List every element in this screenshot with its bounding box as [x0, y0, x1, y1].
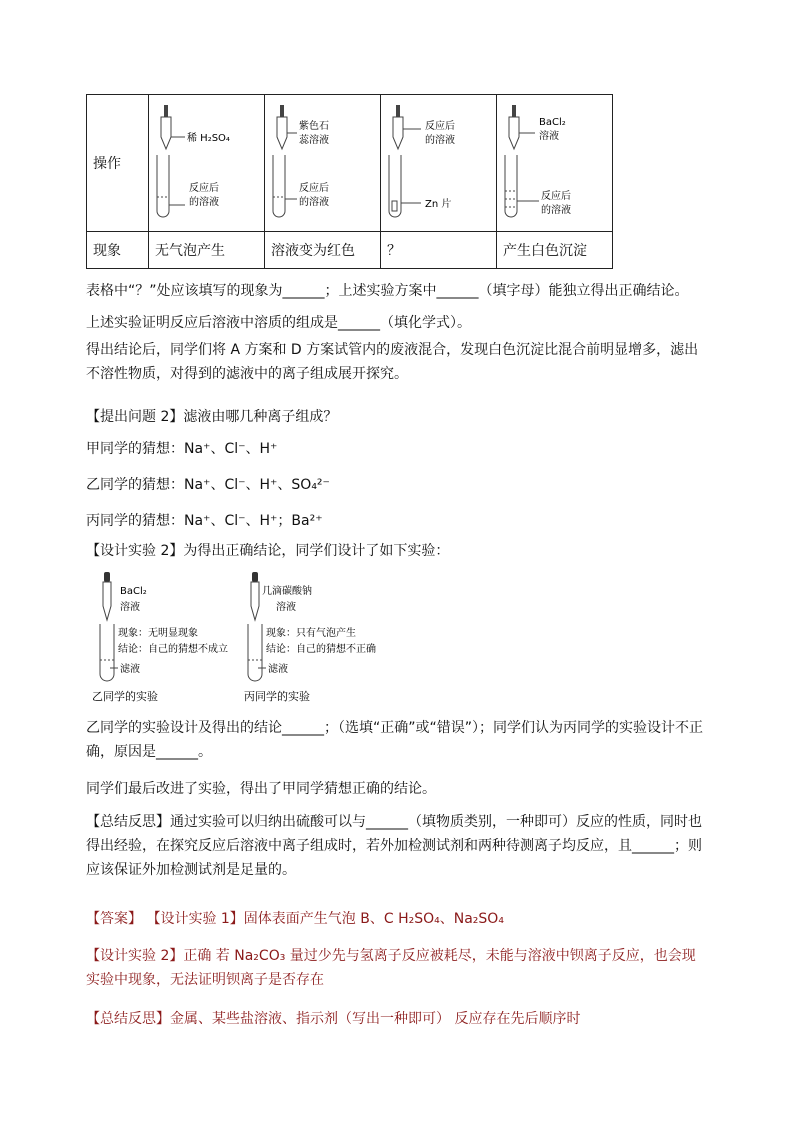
paragraph-evaluation: 乙同学的实验设计及得出的结论______；（选填“正确”或“错误”）；同学们认为丙同学的实验设计不正确，原因是______。	[86, 720, 704, 760]
answer-3: 【总结反思】金属、某些盐溶液、指示剂（写出一种即可） 反应存在先后顺序时	[86, 1011, 581, 1027]
dropper-label-1: 反应后	[425, 121, 455, 132]
dropper-tube-diagram-a	[149, 95, 264, 231]
dropper-label-2: 的溶液	[425, 135, 455, 146]
dropper-tube-diagram-b	[265, 95, 380, 231]
dropper-label-1: 紫色石	[299, 121, 329, 132]
bing-reagent-1: 几滴碳酸钠	[262, 586, 312, 597]
tube-label-2: 的溶液	[541, 205, 571, 216]
tube-label-1: 反应后	[541, 191, 571, 202]
zinc-label: Zn 片	[425, 199, 452, 210]
dropper-label-2: 蕊溶液	[299, 135, 329, 146]
question-2: 上述实验证明反应后溶液中溶质的组成是______（填化学式）。	[86, 315, 471, 331]
yi-caption: 乙同学的实验	[92, 690, 158, 703]
yi-filtrate: 滤液	[120, 664, 140, 675]
bing-phenomenon: 现象：只有气泡产生	[266, 628, 356, 639]
phenomenon-row	[87, 232, 613, 269]
bing-filtrate: 滤液	[268, 664, 288, 675]
dropper-tube-diagram-c	[381, 95, 496, 231]
result-c: ？	[381, 232, 497, 269]
operation-cell-d	[497, 95, 613, 232]
dropper-tube-diagram-d	[497, 95, 612, 231]
question-1: 表格中“？”处应该填写的现象为______；上述实验方案中______（填字母）能独立得出正确结论。	[86, 283, 689, 299]
bing-conclusion: 结论：自己的猜想不正确	[266, 644, 376, 655]
operation-row	[87, 95, 613, 232]
paragraph-summary: 【总结反思】通过实验可以归纳出硫酸可以与______（填物质类别，一种即可）反应的性质，同时也得出经验，在探究反应后溶液中离子组成时，若外加检测试剂和两种待测离子均反应，且______；则应该保证外加检测试剂是足量的。	[86, 814, 702, 878]
result-a: 无气泡产生	[149, 232, 265, 269]
tube-label-2: 的溶液	[189, 197, 219, 208]
experiment-table	[86, 94, 613, 269]
result-d: 产生白色沉淀	[497, 232, 613, 269]
yi-conclusion: 结论：自己的猜想不成立	[118, 644, 228, 655]
phenomenon-header: 现象	[87, 232, 149, 269]
tube-label-2: 的溶液	[299, 197, 329, 208]
bing-apparatus	[244, 572, 376, 703]
yi-apparatus	[92, 572, 228, 703]
paragraph-mix: 得出结论后，同学们将 A 方案和 D 方案试管内的废液混合，发现白色沉淀比混合前明显增多，滤出不溶性物质，对得到的滤液中的离子组成展开探究。	[86, 342, 699, 382]
question-heading-2: 【提出问题 2】滤液由哪几种离子组成？	[86, 409, 338, 425]
tube-label-1: 反应后	[189, 183, 219, 194]
operation-cell-b	[265, 95, 381, 232]
result-b: 溶液变为红色	[265, 232, 381, 269]
dropper-label: 稀 H₂SO₄	[187, 133, 230, 144]
yi-reagent-2: 溶液	[120, 602, 140, 613]
guess-jia: 甲同学的猜想：Na⁺、Cl⁻、H⁺	[86, 441, 278, 457]
guess-bing: 丙同学的猜想：Na⁺、Cl⁻、H⁺；Ba²⁺	[86, 513, 323, 529]
answer-2: 【设计实验 2】正确 若 Na₂CO₃ 量过少先与氢离子反应被耗尽，未能与溶液中钡离子反应，也会现实验中现象，无法证明钡离子是否存在	[86, 948, 696, 988]
tube-label-1: 反应后	[299, 183, 329, 194]
operation-cell-c	[381, 95, 497, 232]
bing-reagent-2: 溶液	[276, 602, 296, 613]
answer-1: 【答案】 【设计实验 1】固体表面产生气泡 B、C H₂SO₄、Na₂SO₄	[86, 911, 504, 927]
operation-cell-a	[149, 95, 265, 232]
yi-phenomenon: 现象：无明显现象	[118, 628, 198, 639]
operation-header: 操作	[87, 95, 149, 232]
dropper-label-1: BaCl₂	[539, 117, 566, 128]
dropper-label-2: 溶液	[539, 131, 559, 142]
yi-reagent-1: BaCl₂	[120, 586, 147, 597]
guess-yi: 乙同学的猜想：Na⁺、Cl⁻、H⁺、SO₄²⁻	[86, 477, 330, 493]
design-heading-2: 【设计实验 2】为得出正确结论，同学们设计了如下实验：	[86, 543, 450, 559]
paragraph-improved: 同学们最后改进了实验，得出了甲同学猜想正确的结论。	[86, 781, 436, 797]
experiment-2-figure	[86, 566, 406, 708]
bing-caption: 丙同学的实验	[244, 690, 310, 703]
